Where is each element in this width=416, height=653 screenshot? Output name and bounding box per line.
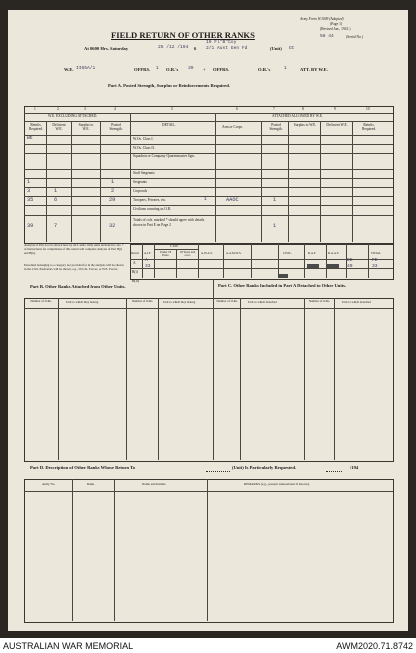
an-head-raf: R.A.F. bbox=[308, 251, 317, 255]
an-head-awas: A.W.A.S. bbox=[201, 251, 213, 255]
part-d-table bbox=[24, 479, 394, 623]
pb-col-1: Number of O.Rs. bbox=[30, 299, 52, 303]
detail-totals: Totals of cols. marked * should agree with details shown in Part E on Page 2 bbox=[133, 218, 205, 227]
col-num-4: 4 bbox=[114, 107, 116, 111]
detail-sgt: Sergeants bbox=[133, 180, 147, 184]
pc-col-4: Unit to which detached bbox=[342, 300, 371, 304]
col-num-2: 2 bbox=[57, 107, 59, 111]
part-d-title-mid: (Unit) Is Particularly Requested. bbox=[232, 465, 297, 470]
unit-typed-2: 2/1 Aust Gen Fd bbox=[206, 46, 248, 51]
row1-typed: WE bbox=[27, 136, 33, 141]
cpl-c1: 3 bbox=[27, 188, 31, 194]
an-head-18over: 18 Years and over. bbox=[179, 250, 196, 257]
pte-c4: 29 bbox=[109, 197, 116, 203]
col-num-8: 8 bbox=[302, 107, 304, 111]
an-row-a: A bbox=[133, 261, 136, 265]
we-excluding-head: W.E. EXCLUDING ATTACHED. bbox=[48, 114, 98, 118]
col-num-10: 10 bbox=[366, 107, 370, 111]
pd-col-rank: Rank. bbox=[87, 482, 95, 486]
offrs2-label: OFFRS. bbox=[213, 67, 230, 72]
unit-label: (Unit) bbox=[270, 46, 282, 51]
we-label: W.E. bbox=[64, 67, 74, 72]
revised-label: (Revised Jan., 1941.) bbox=[320, 27, 351, 31]
col-num-1: 1 bbox=[34, 107, 36, 111]
archive-footer bbox=[0, 638, 416, 653]
attached-allowed-head: ATTACHED ALLOWED BY W.E. bbox=[272, 114, 323, 118]
an-row-bii: B(ii) bbox=[132, 279, 139, 283]
head-reinfts: Reinfts. Required. bbox=[28, 123, 44, 131]
pb-col-4: Number of O.Rs. bbox=[131, 299, 154, 303]
head-surplus-r: Surplus to W.E. bbox=[293, 123, 317, 127]
head-arm: Arm or Corps. bbox=[222, 125, 243, 129]
an-head-civil: CIVIL. bbox=[283, 251, 293, 255]
pte-c2: 6 bbox=[54, 197, 58, 203]
offrs-label: OFFRS. bbox=[134, 67, 151, 72]
pb-col-3: Unit to which they belong bbox=[163, 300, 196, 304]
an-head-detail: Detail bbox=[131, 251, 139, 255]
tot-c2: 7 bbox=[54, 223, 58, 229]
we-typed: II65A/1 bbox=[76, 66, 96, 71]
col-num-5: 5 bbox=[171, 107, 173, 111]
sgt-c4: 1 bbox=[111, 179, 115, 185]
ors-label: O.R.'s bbox=[166, 67, 179, 72]
page-label: (Page 1) bbox=[330, 22, 343, 26]
an-ext-typed: EE bbox=[347, 258, 353, 263]
footer-accession: AWM2020.71.8742 bbox=[336, 641, 413, 651]
detail-pte: Troopers, Privates, etc. bbox=[133, 198, 167, 202]
date-typed: 25 /12 /194 bbox=[158, 45, 189, 50]
an-head-total: TOTAL bbox=[371, 251, 381, 255]
head-posted-r: Posted Strength. bbox=[269, 123, 283, 131]
cpl-c2: 1 bbox=[54, 188, 58, 194]
offrs-typed: 1 bbox=[156, 66, 159, 71]
pc-col-2: Unit to which detached bbox=[248, 300, 277, 304]
pd-col-army-no: Army No. bbox=[42, 482, 56, 486]
pb-col-2: Unit to which they belong bbox=[66, 300, 99, 304]
tot-c4: 32 bbox=[109, 223, 116, 229]
col-num-6: 6 bbox=[236, 107, 238, 111]
tot-c7: 1 bbox=[273, 223, 277, 229]
part-d-date: /194 bbox=[350, 465, 359, 470]
detail-pte-typed: 1 bbox=[204, 197, 207, 202]
form-title: FIELD RETURN OF OTHER RANKS bbox=[111, 30, 255, 40]
pc-col-1: Number of O.Rs. bbox=[216, 299, 238, 303]
detail-head: DETAIL. bbox=[162, 123, 176, 127]
an-head-aif: A.I.F. bbox=[144, 251, 152, 255]
pte-c6: AAOC bbox=[226, 197, 239, 203]
tot-c1: 39 bbox=[27, 223, 34, 229]
an-head-under18: Under 18 Years. bbox=[159, 250, 172, 257]
an-head-aamws: A.A.M.W.S. bbox=[226, 251, 242, 255]
part-bc-table bbox=[24, 298, 394, 462]
footer-institution: AUSTRALIAN WAR MEMORIAL bbox=[3, 641, 134, 651]
part-b-title: Part B. Other Ranks Attached from Other Units. bbox=[30, 284, 126, 289]
redaction-mark-1 bbox=[307, 264, 319, 268]
part-a-title: Part A. Posted Strength, Surplus or Reinforcements Required. bbox=[108, 83, 230, 88]
date-suffix: 6 bbox=[194, 46, 197, 51]
form-page: Army Form W.3009 (Adapted) (Page 1) (Revised Jan., 1941.) 56 44 (Serial No.) FIELD RETURN OF OTHER RANKS At 0600 Hrs. Saturday 25 /12 /194 6 19 Fl"B"Coy 2/1 Aust Gen Fd (Unit) Gt W.E. II65A/1 OFFRS. 1 O.R.'s 39 + OFFRS. O.R.'s 1 ATT. BY W.E. Part A. Posted Strength, Surplus or Reinforcements Required. 1 2 3 4 5 6 7 8 9 10 W.E. EXCLUDING ATTACHED. ATTACHED ALLOWED BY W.E. DETAIL. Reinfts. Required. Deficient W.E. Surplus to W.E. Posted Strength. Arm or Corps. Posted Strength. Surplus to W.E. Deficient W.E. Reinfts. Required. WE W.Os. Class I. W.Os. Class II. Squadron or Company Quartermaster Sgts. Staff Sergeants Sergeants Corporals Troopers, Privates, etc. 1 Civilians counting as O.R. Totals of cols. marked * should agree with details shown in Part E on Page 2 1 1 3 1 2 35 6 29 AAOC 1 39 7 32 1 Analysis of Part A to be shown here by ALL units. Only units included in cols. 7 of Instructions for compilation of this return will complete analysis of Part B(i) and B(ii). Personnel belonging to a category not provided for in the analysis will be shown in the Civil. Particulars will be shown, e.g., 50 U.K. Forces, or W.E. Forces. Detail A.I.F. C.M.F. Under 18 Years. 18 Years and over. A.W.A.S. A.A.M.W.S. CIVIL. R.A.F. R.A.A.F. TOTAL A B(i) B(ii) A 33 EE 40 FE 33 Part B. Other Ranks Attached from Other Units. Part C. Other Ranks Included in Part A Detached to Other Units. Number of O.Rs. Unit to which they belong Unit to which they belong Number of O.Rs. Number of O.Rs. Unit to which detached Number of O.Rs. Unit to which detached Part D. Description of Other Ranks Whose Return To (Unit) Is Particularly Requested. /194 Army No. Rank. Name and Initials. REMARKS (e.g., present whereabouts if known). bbox=[8, 10, 408, 631]
an-total-typed: FE bbox=[372, 258, 378, 263]
an-total-val: 33 bbox=[372, 264, 378, 269]
pte-c1: 35 bbox=[27, 197, 34, 203]
analysis-note: Analysis of Part A to be shown here by ALL units. Only units included in cols. 7 of Instructions for compilation of this return will complete analysis of Part B(i) and B(ii). bbox=[24, 243, 124, 255]
att-label: ATT. BY W.E. bbox=[300, 67, 328, 72]
unit-typed-1: 19 Fl"B"Coy bbox=[206, 40, 237, 45]
analysis-note2: Personnel belonging to a category not provided for in the analysis will be shown in the Civil. Particulars will be shown, e.g., 50 U.K. Forces, or W.E. Forces. bbox=[24, 263, 124, 271]
head-reinfts-r: Reinfts. Required. bbox=[361, 123, 377, 131]
ors2-label: O.R.'s bbox=[258, 67, 271, 72]
redaction-mark-2 bbox=[327, 264, 339, 268]
pd-col-remarks: REMARKS (e.g., present whereabouts if known). bbox=[244, 482, 310, 486]
part-c-title: Part C. Other Ranks Included in Part A Detached to Other Units. bbox=[218, 283, 347, 288]
an-aif-a: A bbox=[145, 258, 148, 263]
head-posted: Posted Strength. bbox=[109, 123, 123, 131]
detail-cqms: Squadron or Company Quartermaster Sgts. bbox=[133, 154, 195, 158]
serial-number: 56 44 bbox=[320, 34, 334, 39]
col-num-7: 7 bbox=[273, 107, 275, 111]
serial-label: (Serial No.) bbox=[346, 35, 363, 39]
pte-c7: 1 bbox=[273, 197, 277, 203]
col-num-9: 9 bbox=[334, 107, 336, 111]
head-surplus: Surplus to W.E. bbox=[78, 123, 94, 131]
head-deficient: Deficient W.E. bbox=[52, 123, 66, 131]
army-form-label: Army Form W.3009 (Adapted) bbox=[300, 17, 344, 21]
head-deficient-r: Deficient W.E. bbox=[326, 123, 348, 127]
part-d-title: Part D. Description of Other Ranks Whose Return To bbox=[30, 465, 136, 470]
pc-col-3: Number of O.Rs. bbox=[308, 299, 331, 303]
ors-typed: 39 bbox=[188, 66, 194, 71]
an-raaf-val: 40 bbox=[347, 264, 353, 269]
detail-wo2: W.Os. Class II. bbox=[133, 146, 155, 150]
at-label: At 0600 Hrs. Saturday bbox=[84, 46, 129, 51]
pd-col-name: Name and Initials. bbox=[142, 482, 167, 486]
detail-ssgt: Staff Sergeants bbox=[133, 171, 155, 175]
an-row-bi: B(i) bbox=[132, 270, 138, 274]
detail-cpl: Corporals bbox=[133, 189, 148, 193]
col-num-3: 3 bbox=[84, 107, 86, 111]
detail-civ: Civilians counting as O.R. bbox=[133, 207, 172, 211]
detail-wo1: W.Os. Class I. bbox=[133, 137, 154, 141]
an-head-cmf: C.M.F. bbox=[170, 244, 179, 248]
unit-tail: Gt bbox=[289, 46, 295, 51]
an-aif-val: 33 bbox=[145, 264, 151, 269]
sgt-c1: 1 bbox=[27, 179, 31, 185]
ors2-typed: 1 bbox=[284, 66, 287, 71]
redaction-mark-3 bbox=[278, 274, 288, 278]
cpl-c4: 2 bbox=[111, 188, 115, 194]
an-head-raaf: R.A.A.F. bbox=[328, 251, 340, 255]
